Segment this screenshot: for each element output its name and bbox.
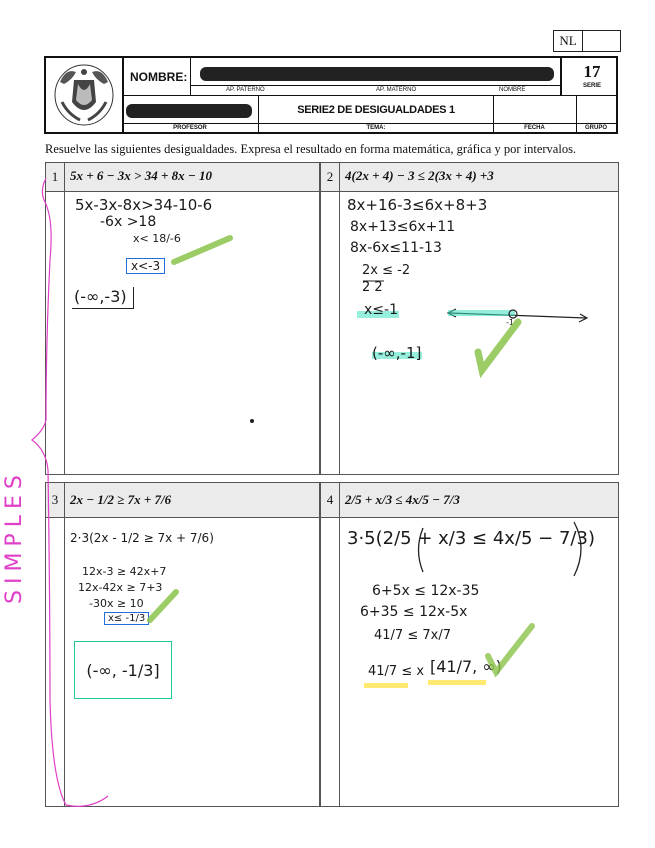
fecha-label: FECHA (524, 125, 545, 131)
work-line: 2x ≤ -2 (362, 263, 411, 278)
problem-equation: 5x + 6 − 3x > 34 + 8x − 10 (70, 168, 212, 183)
work-line: 41/7 ≤ 7x/7 (374, 628, 451, 643)
work-line: x≤-1 (364, 302, 398, 318)
work-line: 3·5(2/5 + x/3 ≤ 4x/5 − 7/3) (347, 528, 595, 549)
work-line: 8x+16-3≤6x+8+3 (347, 196, 488, 214)
interval-answer: (-∞,-3) (72, 287, 134, 309)
problem-number: 4 (321, 483, 340, 517)
interval-answer: [41/7, ∞) (430, 657, 502, 676)
problem-equation: 2x − 1/2 ≥ 7x + 7/6 (70, 492, 172, 507)
grupo-label: GRUPO (584, 125, 607, 131)
interval-answer: (-∞,-1] (372, 344, 422, 362)
answer-box-blue: x≤ -1/3 (104, 612, 149, 625)
number-line-tick-label: -1 (506, 318, 514, 327)
nombre-sub-label: NOMBRE (499, 87, 526, 93)
work-line: 8x+13≤6x+11 (350, 219, 456, 235)
work-line: 12x-42x ≥ 7+3 (78, 581, 163, 594)
ap-paterno-label: AP. PATERNO (226, 87, 265, 93)
work-line: 12x-3 ≥ 42x+7 (82, 565, 167, 578)
work-line: 41/7 ≤ x (368, 664, 425, 679)
nl-label: NL (554, 31, 583, 51)
work-line: 2·3(2x - 1/2 ≥ 7x + 7/6) (70, 531, 214, 545)
problem-number: 2 (321, 163, 340, 191)
profesor-label: PROFESOR (173, 125, 207, 131)
serie-number: 17 (583, 62, 601, 81)
check-mark-icon (488, 626, 532, 672)
work-line: 2 2 (362, 280, 383, 295)
work-line: 6+5x ≤ 12x-35 (372, 583, 480, 599)
problem-equation: 4(2x + 4) − 3 ≤ 2(3x + 4) +3 (345, 168, 494, 183)
problem-number: 3 (46, 483, 65, 517)
series-title: SERIE2 DE DESIGUALDADES 1 (297, 104, 455, 116)
work-line: 8x-6x≤11-13 (350, 240, 442, 256)
instructions-text: Resuelve las siguientes desigualdades. Expresa el resultado en forma matemática, gráfica y por intervalos. (45, 142, 577, 156)
problem-equation: 2/5 + x/3 ≤ 4x/5 − 7/3 (345, 492, 460, 507)
nombre-label: NOMBRE: (130, 70, 188, 84)
interval-answer-green-box: (-∞, -1/3] (74, 641, 172, 699)
answer-box-blue: x<-3 (126, 258, 165, 274)
work-line: 6+35 ≤ 12x-5x (360, 604, 468, 620)
work-line: -30x ≥ 10 (89, 597, 144, 610)
check-mark-icon (174, 238, 230, 262)
margin-note-simples: SIMPLES (2, 469, 27, 604)
tema-label: TEMA: (366, 125, 386, 131)
work-line: x< 18/-6 (133, 232, 181, 245)
check-mark-icon (150, 592, 176, 620)
problem-number: 1 (46, 163, 65, 191)
serie-label: SERIE (582, 83, 601, 89)
check-mark-icon (478, 322, 518, 370)
ap-materno-label: AP. MATERNO (376, 87, 417, 93)
work-line: -6x >18 (100, 214, 157, 230)
work-line: 5x-3x-8x>34-10-6 (75, 196, 213, 214)
